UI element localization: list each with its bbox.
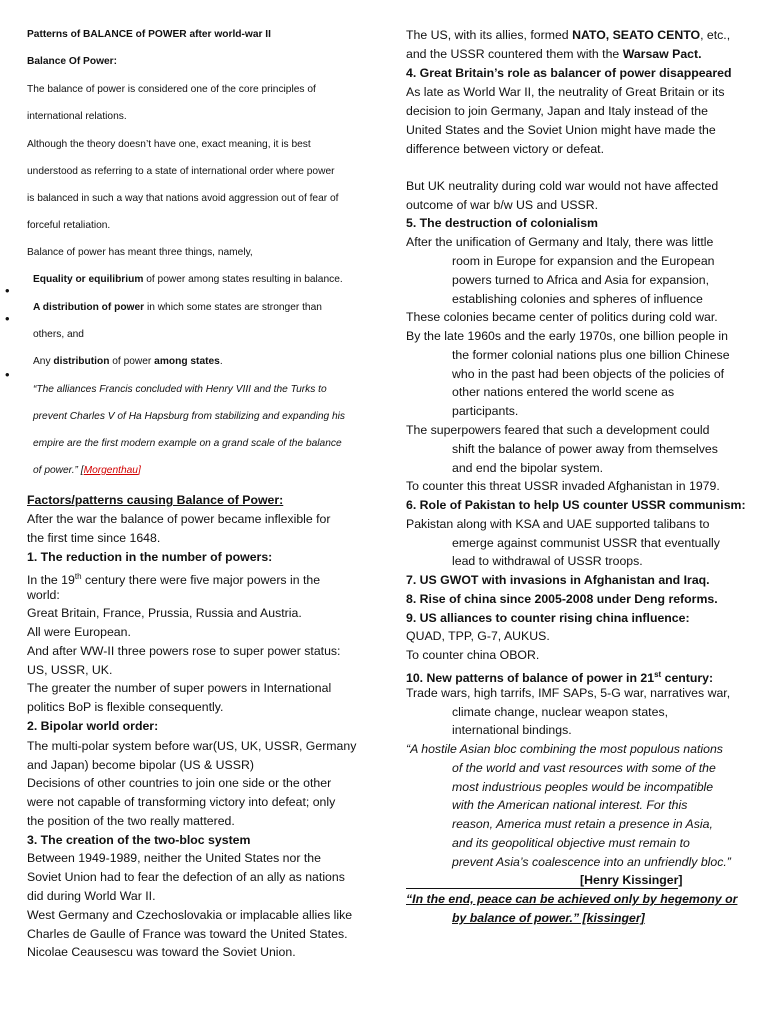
body-line: Decisions of other countries to join one side or the other [27, 776, 332, 790]
closing-quote-line: “In the end, peace can be achieved only by hegemony or [406, 892, 738, 906]
intro-line: Although the theory doesn’t have one, exact meaning, it is best [27, 139, 311, 150]
bullet-item: Any distribution of power among states. [33, 356, 223, 367]
point-heading: 2. Bipolar world order: [27, 719, 159, 733]
body-line: international bindings. [452, 723, 572, 737]
body-line: other nations entered the world scene as [452, 385, 675, 399]
body-line: In the 19th century there were five major powers in the [27, 572, 321, 588]
body-line: To counter this threat USSR invaded Afghanistan in 1979. [406, 479, 720, 493]
intro-line: understood as referring to a state of international order where power [27, 166, 335, 177]
body-line: difference between victory or defeat. [406, 142, 605, 156]
closing-quote-line: by balance of power.” [kissinger] [452, 911, 645, 925]
bullet-dot: • [5, 311, 10, 326]
body-line: The multi-polar system before war(US, UK, USSR, Germany [27, 739, 357, 753]
body-line: The greater the number of super powers in International [27, 681, 332, 695]
body-line: the former colonial nations plus one billion Chinese [452, 348, 730, 362]
quote-line: “The alliances Francis concluded with Henry VIII and the Turks to [33, 384, 327, 395]
body-line: the position of the two really mattered. [27, 814, 235, 828]
body-line: Nicolae Ceausescu was toward the Soviet Union. [27, 945, 296, 959]
body-line: emerge against communist USSR that eventually [452, 536, 720, 550]
intro-line: forceful retaliation. [27, 220, 111, 231]
point-heading: 8. Rise of china since 2005-2008 under Deng reforms. [406, 592, 718, 606]
body-line: powers turned to Africa and Asia for expansion, [452, 273, 710, 287]
body-line: and end the bipolar system. [452, 461, 604, 475]
point-heading: 6. Role of Pakistan to help US counter USSR communism: [406, 498, 746, 512]
body-line: did during World War II. [27, 889, 156, 903]
body-line: outcome of war b/w US and USSR. [406, 198, 599, 212]
body-line: the first time since 1648. [27, 531, 161, 545]
kissinger-quote-line: most industrious peoples would be incompatible [452, 780, 714, 794]
body-line: lead to withdrawal of USSR troops. [452, 554, 643, 568]
bullet-item: A distribution of power in which some states are stronger than [33, 302, 322, 313]
body-line: world: [27, 588, 60, 602]
body-line: politics BoP is flexible consequently. [27, 700, 224, 714]
body-line: United States and the Soviet Union might have made the [406, 123, 716, 137]
body-line: As late as World War II, the neutrality of Great Britain or its [406, 85, 725, 99]
intro-line: Balance of power has meant three things, namely, [27, 247, 253, 258]
kissinger-quote-line: “A hostile Asian bloc combining the most populous nations [406, 742, 723, 756]
body-line: climate change, nuclear weapon states, [452, 705, 669, 719]
body-line: US, USSR, UK. [27, 663, 113, 677]
point-heading: 4. Great Britain’s role as balancer of power disappeared [406, 66, 732, 80]
body-line: But UK neutrality during cold war would not have affected [406, 179, 719, 193]
bullet-dot: • [5, 283, 10, 298]
body-line: QUAD, TPP, G-7, AUKUS. [406, 629, 550, 643]
body-line: decision to join Germany, Japan and Italy instead of the [406, 104, 708, 118]
bullet-dot: • [5, 367, 10, 382]
body-line: Pakistan along with KSA and UAE supported talibans to [406, 517, 710, 531]
body-line: Between 1949-1989, neither the United States nor the [27, 851, 321, 865]
section-subtitle: Balance Of Power: [27, 56, 118, 67]
body-line: Soviet Union had to fear the defection of an ally as nations [27, 870, 345, 884]
body-line: Trade wars, high tarrifs, IMF SAPs, 5-G war, narratives war, [406, 686, 731, 700]
quote-line: prevent Charles V of Ha Hapsburg from stabilizing and expanding his [33, 411, 346, 422]
body-line: were not capable of transforming victory into defeat; only [27, 795, 336, 809]
body-line: West Germany and Czechoslovakia or implacable allies like [27, 908, 353, 922]
body-line: And after WW-II three powers rose to super power status: [27, 644, 341, 658]
body-line: room in Europe for expansion and the European [452, 254, 715, 268]
quote-line: empire are the first modern example on a grand scale of the balance [33, 438, 342, 449]
quote-line: of power.” [Morgenthau] [33, 465, 141, 476]
document-title: Patterns of BALANCE of POWER after world-war II [27, 29, 271, 40]
intro-line: The balance of power is considered one of the core principles of [27, 84, 316, 95]
bullet-item: Equality or equilibrium of power among states resulting in balance. [33, 274, 343, 285]
divider-line [406, 888, 678, 889]
kissinger-quote-line: prevent Asia’s coalescence into an unfriendly bloc.” [452, 855, 731, 869]
point-heading: 5. The destruction of colonialism [406, 216, 598, 230]
point-heading: 7. US GWOT with invasions in Afghanistan and Iraq. [406, 573, 710, 587]
body-line: By the late 1960s and the early 1970s, one billion people in [406, 329, 729, 343]
body-line: The US, with its allies, formed NATO, SEATO CENTO, etc., [406, 28, 731, 42]
body-line: All were European. [27, 625, 131, 639]
intro-line: international relations. [27, 111, 127, 122]
body-line: and Japan) become bipolar (US & USSR) [27, 758, 254, 772]
body-line: shift the balance of power away from themselves [452, 442, 718, 456]
body-line: These colonies became center of politics during cold war. [406, 310, 718, 324]
kissinger-quote-line: with the American national interest. For this [452, 798, 688, 812]
quote-attribution: [Henry Kissinger] [580, 873, 683, 887]
point-heading: 3. The creation of the two-bloc system [27, 833, 251, 847]
author-link[interactable]: Morgenthau [83, 465, 138, 476]
kissinger-quote-line: of the world and vast resources with some of the [452, 761, 716, 775]
body-line: Charles de Gaulle of France was toward the United States. [27, 927, 348, 941]
body-line: and the USSR countered them with the Warsaw Pact. [406, 47, 702, 61]
point-heading: 1. The reduction in the number of powers: [27, 550, 273, 564]
kissinger-quote-line: reason, America must retain a presence in Asia, [452, 817, 713, 831]
kissinger-quote-line: and its geopolitical objective must remain to [452, 836, 690, 850]
body-line: After the unification of Germany and Italy, there was little [406, 235, 714, 249]
body-line: who in the past had been objects of the policies of [452, 367, 725, 381]
body-line: participants. [452, 404, 519, 418]
body-line: To counter china OBOR. [406, 648, 540, 662]
body-line: establishing colonies and spheres of influence [452, 292, 703, 306]
section-heading: Factors/patterns causing Balance of Power: [27, 493, 284, 507]
point-heading: 10. New patterns of balance of power in 21st century: [406, 670, 714, 686]
bullet-item-cont: others, and [33, 329, 84, 340]
body-line: Great Britain, France, Prussia, Russia and Austria. [27, 606, 302, 620]
body-line: After the war the balance of power became inflexible for [27, 512, 331, 526]
point-heading: 9. US alliances to counter rising china influence: [406, 611, 690, 625]
intro-line: is balanced in such a way that nations avoid aggression out of fear of [27, 193, 339, 204]
body-line: The superpowers feared that such a development could [406, 423, 710, 437]
